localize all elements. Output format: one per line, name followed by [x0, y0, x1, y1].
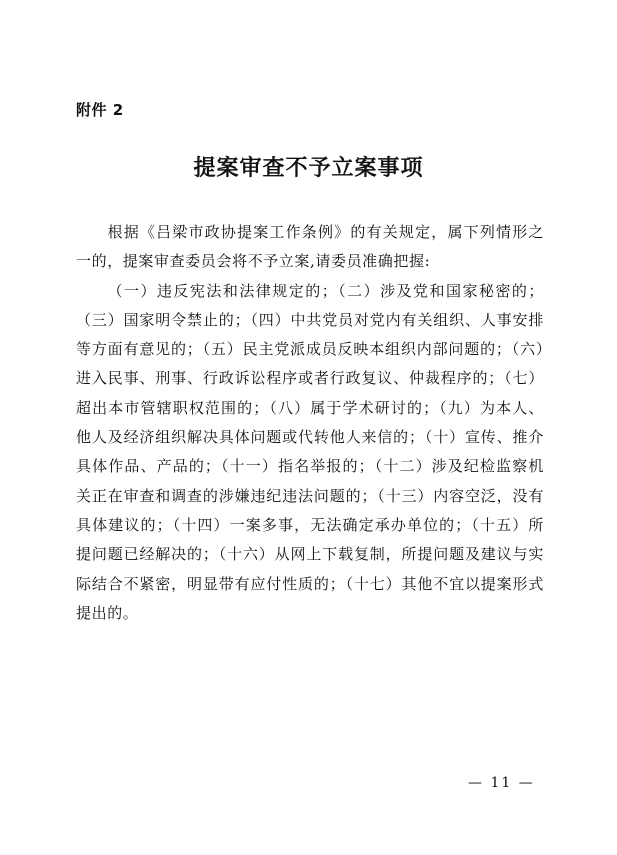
- attachment-label: 附件 2: [76, 101, 124, 119]
- page-number: — 11 —: [468, 775, 535, 791]
- document-body: [76, 218, 544, 628]
- paragraph-intro: 根据《吕梁市政协提案工作条例》的有关规定，属下列情形之一的，提案审查委员会将不予立案,请委员准确把握:: [76, 223, 544, 271]
- paragraph-items: （一）违反宪法和法律规定的；（二）涉及党和国家秘密的；（三）国家明令禁止的；（四）中共党员对党内有关组织、人事安排等方面有意见的；（五）民主党派成员反映本组织内部问题的；（六）进入民事、刑事、行政诉讼程序或者行政复议、仲裁程序的；（七）超出本市管辖职权范围的；（八）属于学术研讨的；（九）为本人、他人及经济组织解决具体问题或代转他人来信的；（十）宣传、推介具体作品、产品的；（十一）指名举报的；（十二）涉及纪检监察机关正在审查和调查的涉嫌违纪违法问题的；（十三）内容空泛，没有具体建议的；（十四）一案多事，无法确定承办单位的；（十五）所提问题已经解决的；（十六）从网上下载复制，所提问题及建议与实际结合不紧密，明显带有应付性质的；（十七）其他不宜以提案形式提出的。: [76, 281, 544, 622]
- document-title: 提案审查不予立案事项: [193, 155, 424, 181]
